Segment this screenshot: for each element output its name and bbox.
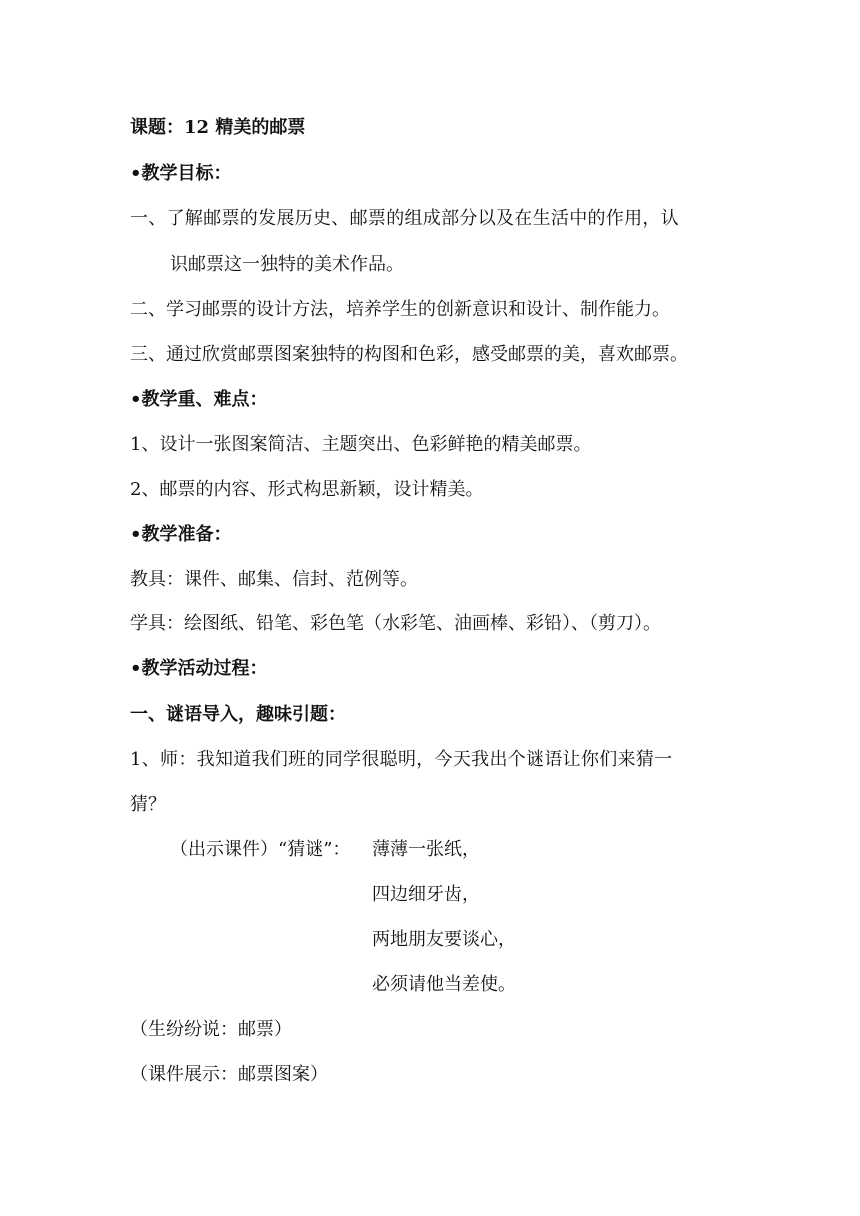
goal-line-3: 三、通过欣赏邮票图案独特的构图和色彩，感受邮票的美，喜欢邮票。 bbox=[130, 344, 688, 365]
riddle-line-4: 必须请他当差使。 bbox=[372, 974, 516, 995]
process-heading: •教学活动过程： bbox=[130, 658, 268, 679]
page-title: 课题：12 精美的邮票 bbox=[130, 117, 306, 138]
key-points-heading: •教学重、难点： bbox=[130, 389, 268, 410]
step1-line-2: 猜？ bbox=[130, 794, 166, 815]
goal-line-1-continued: 识邮票这一独特的美术作品。 bbox=[170, 254, 404, 275]
prep-heading: •教学准备： bbox=[130, 524, 232, 545]
goal-line-2: 二、学习邮票的设计方法，培养学生的创新意识和设计、制作能力。 bbox=[130, 299, 670, 320]
goal-line-1: 一、了解邮票的发展历史、邮票的组成部分以及在生活中的作用，认 bbox=[130, 208, 679, 229]
prep-teacher-tools: 教具：课件、邮集、信封、范例等。 bbox=[130, 569, 418, 590]
step1-heading: 一、谜语导入，趣味引题： bbox=[130, 704, 346, 725]
goals-heading: •教学目标： bbox=[130, 163, 232, 184]
prep-student-tools: 学具：绘图纸、铅笔、彩色笔（水彩笔、油画棒、彩铅）、（剪刀）。 bbox=[130, 613, 661, 634]
key-point-2: 2、邮票的内容、形式构思新颖，设计精美。 bbox=[130, 479, 484, 500]
student-answer-note: （生纷纷说：邮票） bbox=[130, 1019, 292, 1040]
riddle-line-3: 两地朋友要谈心， bbox=[372, 929, 516, 950]
courseware-note: （课件展示：邮票图案） bbox=[130, 1064, 328, 1085]
step1-line-1: 1、师：我知道我们班的同学很聪明，今天我出个谜语让你们来猜一 bbox=[130, 749, 673, 770]
riddle-line-2: 四边细牙齿， bbox=[372, 884, 480, 905]
riddle-intro: （出示课件）“猜谜”： bbox=[170, 839, 351, 860]
riddle-line-1: 薄薄一张纸， bbox=[372, 839, 480, 860]
key-point-1: 1、设计一张图案简洁、主题突出、色彩鲜艳的精美邮票。 bbox=[130, 434, 592, 455]
